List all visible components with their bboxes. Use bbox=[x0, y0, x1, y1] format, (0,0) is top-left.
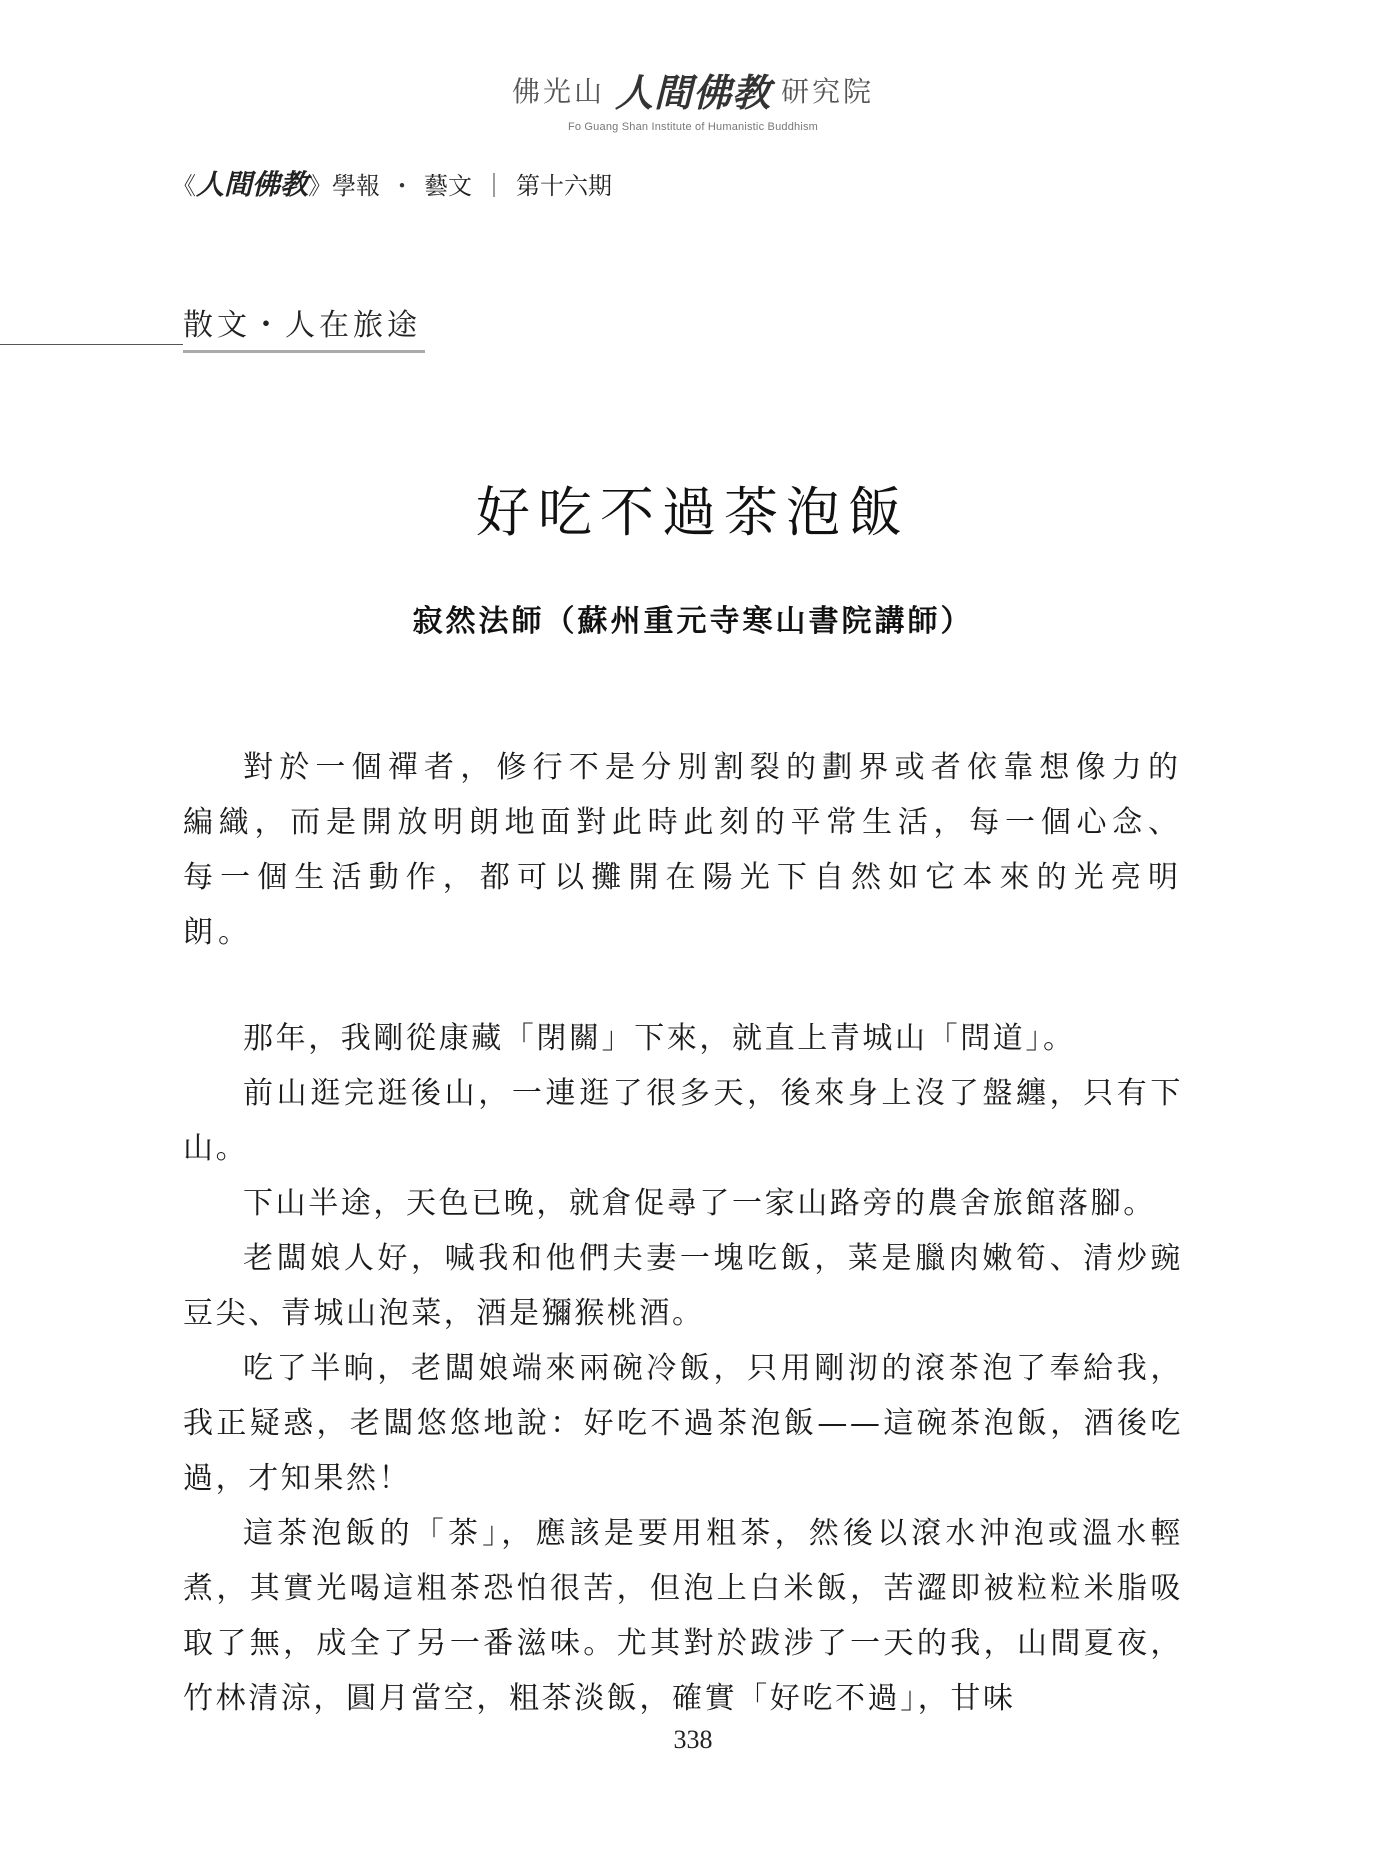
section-rule bbox=[0, 344, 183, 345]
article-title: 好吃不過茶泡飯 bbox=[476, 481, 910, 544]
article-body bbox=[183, 740, 1183, 1726]
institute-header bbox=[0, 62, 1386, 133]
body-paragraph: 吃了半晌，老闆娘端來兩碗冷飯，只用剛沏的滾茶泡了奉給我，我正疑惑，老闆悠悠地說：好吃不過茶泡飯——這碗茶泡飯，酒後吃過，才知果然！ bbox=[183, 1351, 1183, 1496]
institute-prefix: 佛光山 bbox=[511, 74, 605, 108]
journal-issue: 第十六期 bbox=[516, 171, 613, 200]
body-paragraph: 老闆娘人好，喊我和他們夫妻一塊吃飯，菜是臘肉嫩筍、清炒豌豆尖、青城山泡菜，酒是獼猴桃酒。 bbox=[183, 1241, 1183, 1331]
journal-logo: 人間佛教 bbox=[196, 168, 309, 201]
body-paragraph: 那年，我剛從康藏「閉關」下來，就直上青城山「問道」。 bbox=[243, 1021, 1076, 1056]
body-paragraph: 這茶泡飯的「茶」，應該是要用粗茶，然後以滾水沖泡或溫水輕煮，其實光喝這粗茶恐怕很苦，但泡上白米飯，苦澀即被粒粒米脂吸取了無，成全了另一番滋味。尤其對於跋涉了一天的我，山間夏夜，竹林清涼，圓月當空，粗茶淡飯，確實「好吃不過」，甘味 bbox=[183, 1516, 1183, 1716]
journal-open-bracket: 《 bbox=[172, 171, 196, 200]
body-paragraph: 前山逛完逛後山，一連逛了很多天，後來身上沒了盤纏，只有下山。 bbox=[183, 1076, 1183, 1166]
page-number: 338 bbox=[673, 1725, 713, 1754]
section-label: 散文・人在旅途 bbox=[183, 300, 425, 353]
journal-close-bracket: 》 bbox=[308, 171, 333, 200]
institute-logo: 人間佛教 bbox=[614, 71, 771, 115]
journal-dot: ・ bbox=[390, 171, 415, 200]
body-paragraph: 下山半途，天色已晚，就倉促尋了一家山路旁的農舍旅館落腳。 bbox=[243, 1186, 1156, 1221]
institute-english-name: Fo Guang Shan Institute of Humanistic Buddhism bbox=[567, 121, 819, 133]
journal-name: 學報 bbox=[332, 171, 381, 200]
institute-name bbox=[512, 62, 874, 117]
body-paragraph: 對於一個禪者，修行不是分別割裂的劃界或者依靠想像力的編織，而是開放明朗地面對此時此刻的平常生活，每一個心念、每一個生活動作，都可以攤開在陽光下自然如它本來的光亮明朗。 bbox=[183, 750, 1183, 950]
journal-divider: ｜ bbox=[482, 171, 507, 200]
journal-running-head bbox=[172, 163, 612, 203]
institute-suffix: 研究院 bbox=[781, 74, 875, 108]
article-author: 寂然法師（蘇州重元寺寒山書院講師） bbox=[412, 604, 974, 639]
journal-category: 藝文 bbox=[424, 171, 473, 200]
